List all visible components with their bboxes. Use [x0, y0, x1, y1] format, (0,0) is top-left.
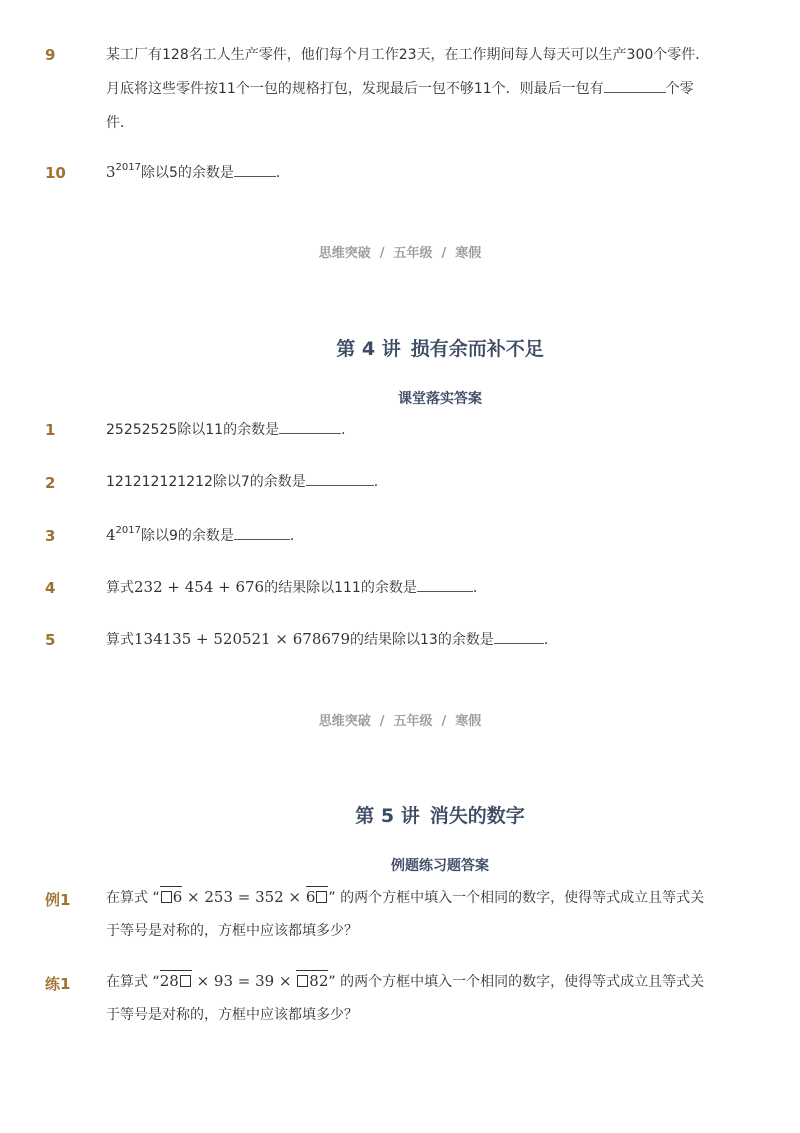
- question-number: 10: [45, 164, 66, 182]
- footer-text: 寒假: [455, 246, 482, 261]
- example-number: 例1: [45, 891, 71, 909]
- lecture-name: 损有余而补不足: [410, 338, 544, 360]
- question-text: .: [289, 528, 295, 544]
- blank-box: [297, 975, 308, 987]
- question-text: 除以5的余数是: [141, 165, 234, 181]
- question-number: 2: [45, 474, 56, 492]
- footer-text: 思维突破: [318, 246, 371, 261]
- footer-separator: /: [441, 246, 447, 261]
- question-text-line: 于等号是对称的，方框中应该都填多少？: [106, 923, 358, 939]
- question-text-line: [106, 964, 704, 999]
- answer-blank: [234, 175, 276, 177]
- digit: 6: [305, 888, 316, 906]
- answer-blank: [234, 538, 290, 540]
- footer-text: 寒假: [455, 714, 482, 729]
- page-footer: [0, 242, 800, 261]
- question-number: 1: [45, 421, 56, 439]
- question-text-line: 于等号是对称的，方框中应该都填多少？: [106, 1007, 358, 1023]
- question-text-line: [106, 155, 290, 190]
- footer-separator: /: [379, 714, 385, 729]
- math-expression: 134135 + 520521 × 678679: [134, 630, 350, 648]
- digit: 82: [309, 972, 329, 990]
- question-text: ” 的两个方框中填入一个相同的数字，使得等式成立且等式关: [328, 890, 705, 906]
- overlined-number: [160, 970, 192, 990]
- question-text: 月底将这些零件按11个一包的规格打包，发现最后一包不够11个．则最后一包有: [106, 81, 604, 97]
- digit: 6: [172, 888, 183, 906]
- question-text-line: [106, 880, 704, 915]
- question-text-line: [106, 72, 694, 106]
- question-text-line: [106, 622, 558, 657]
- blank-box: [316, 891, 327, 903]
- question-text: 25252525除以11的余数是: [106, 422, 280, 438]
- blank-box: [180, 975, 191, 987]
- question-number: 5: [45, 631, 56, 649]
- question-number: 3: [45, 527, 56, 545]
- overlined-number: [160, 886, 183, 906]
- blank-box: [161, 891, 172, 903]
- footer-text: 思维突破: [318, 714, 371, 729]
- footer-separator: /: [379, 246, 385, 261]
- question-text-line: [106, 570, 477, 605]
- answer-blank: [494, 642, 544, 644]
- answer-blank: [604, 91, 666, 93]
- question-text-line: [106, 518, 294, 553]
- question-text: 在算式 “: [106, 890, 160, 906]
- question-text-line: [106, 413, 346, 447]
- power-base: 3: [106, 163, 116, 181]
- power-exponent: 2017: [115, 525, 141, 536]
- question-text: 的结果除以13的余数是: [350, 632, 494, 648]
- answer-blank: [279, 432, 341, 434]
- overlined-number: [306, 886, 329, 906]
- math-expression: × 93 = 39 ×: [191, 972, 297, 990]
- question-number: 4: [45, 579, 56, 597]
- digit: 28: [159, 972, 179, 990]
- question-text-line: 某工厂有128名工人生产零件，他们每个月工作23天，在工作期间每人每天可以生产300个零件．: [106, 47, 710, 63]
- question-text-line: [106, 465, 378, 499]
- footer-text: 五年级: [393, 246, 433, 261]
- question-text: .: [472, 580, 478, 596]
- question-text: ” 的两个方框中填入一个相同的数字，使得等式成立且等式关: [328, 974, 705, 990]
- power-base: 4: [106, 526, 116, 544]
- overlined-number: [296, 970, 328, 990]
- question-text: 个零: [665, 81, 694, 97]
- lecture-title: [0, 334, 800, 361]
- power-exponent: 2017: [115, 162, 141, 173]
- question-text: 算式: [106, 580, 134, 596]
- page-footer: [0, 710, 800, 729]
- question-text: .: [373, 474, 379, 490]
- question-text: .: [341, 422, 346, 438]
- lecture-name: 消失的数字: [429, 805, 525, 827]
- lecture-title: [0, 801, 800, 828]
- section-subtitle: 例题练习题答案: [391, 858, 489, 874]
- answer-blank: [306, 484, 374, 486]
- practice-number: 练1: [45, 975, 71, 993]
- question-text: 算式: [106, 632, 134, 648]
- question-text: 121212121212除以7的余数是: [106, 474, 306, 490]
- question-number: 9: [45, 46, 56, 64]
- question-text: 除以9的余数是: [141, 528, 234, 544]
- question-text: 的结果除以111的余数是: [264, 580, 417, 596]
- question-text: ．: [543, 632, 558, 648]
- question-text-line: 件．: [106, 115, 134, 131]
- math-expression: 232 + 454 + 676: [134, 578, 265, 596]
- footer-separator: /: [441, 714, 447, 729]
- lecture-number: 第 5 讲: [355, 805, 420, 827]
- question-text: 在算式 “: [106, 974, 160, 990]
- question-text: ．: [275, 165, 290, 181]
- lecture-number: 第 4 讲: [336, 338, 401, 360]
- answer-blank: [417, 590, 473, 592]
- math-expression: × 253 = 352 ×: [182, 888, 306, 906]
- footer-text: 五年级: [393, 714, 433, 729]
- section-subtitle: 课堂落实答案: [398, 391, 482, 407]
